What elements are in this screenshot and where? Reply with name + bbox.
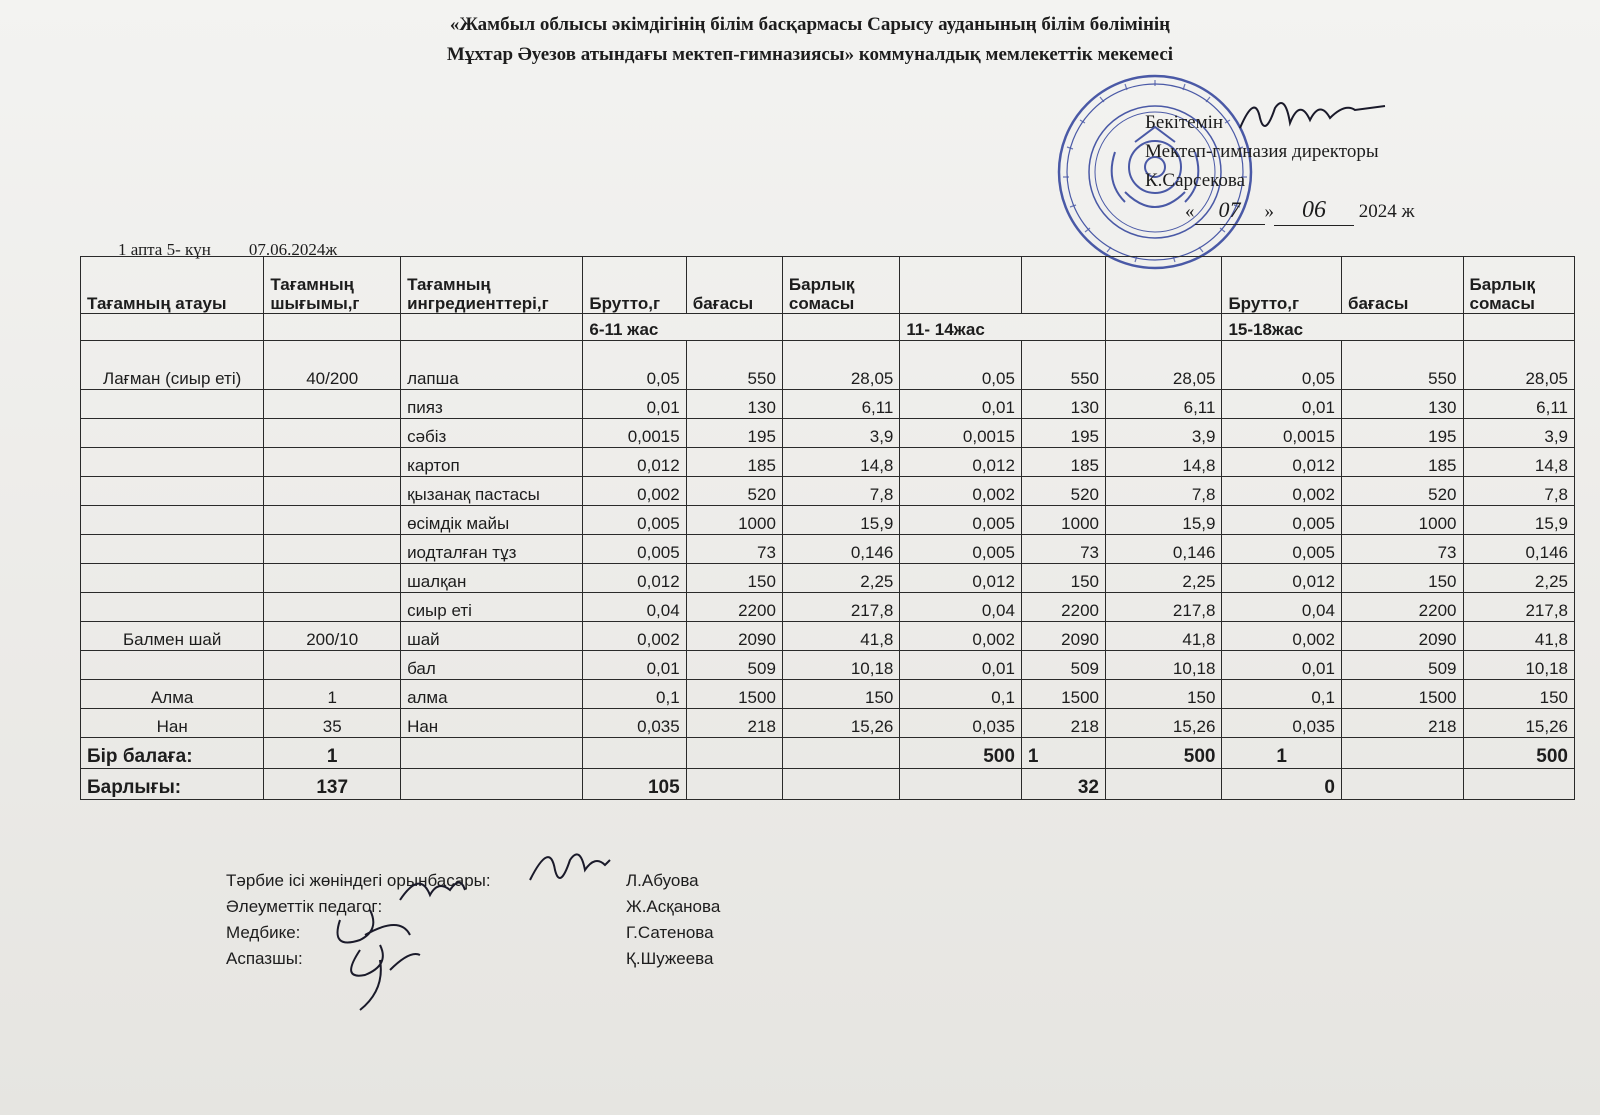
value-cell: 28,05: [1463, 341, 1575, 390]
ingredient-cell: картоп: [401, 448, 583, 477]
yield-cell: [264, 506, 401, 535]
value-cell: 2090: [686, 622, 782, 651]
role-deputy: Тәрбие ісі жөніндегі орынбасары:: [226, 871, 491, 890]
dish-cell: [81, 390, 264, 419]
value-cell: 130: [1021, 390, 1105, 419]
value-cell: 1500: [1021, 680, 1105, 709]
approval-day: 07: [1195, 195, 1265, 225]
age-group-row: [81, 314, 1575, 341]
value-cell: 7,8: [1105, 477, 1221, 506]
value-cell: 1000: [1341, 506, 1463, 535]
value-cell: 0,04: [583, 593, 686, 622]
value-cell: 217,8: [1105, 593, 1221, 622]
ingredient-cell: сәбіз: [401, 419, 583, 448]
per-child-total-1: 500: [900, 738, 1022, 769]
name-cook: Қ.Шужеева: [626, 949, 714, 968]
value-cell: 550: [1021, 341, 1105, 390]
value-cell: 0,05: [900, 341, 1022, 390]
value-cell: 0,0015: [583, 419, 686, 448]
value-cell: 28,05: [1105, 341, 1221, 390]
yield-cell: 1: [264, 680, 401, 709]
per-child-row: [81, 738, 1575, 769]
age-group-1: 6-11 жас: [583, 314, 783, 341]
yield-cell: [264, 535, 401, 564]
col-blank-3: [1105, 257, 1221, 314]
value-cell: 217,8: [782, 593, 899, 622]
value-cell: 73: [686, 535, 782, 564]
ingredient-cell: шалқан: [401, 564, 583, 593]
value-cell: 217,8: [1463, 593, 1575, 622]
value-cell: 0,0015: [1222, 419, 1342, 448]
value-cell: 0,012: [1222, 564, 1342, 593]
dish-cell: Балмен шай: [81, 622, 264, 651]
value-cell: 520: [1021, 477, 1105, 506]
value-cell: 218: [686, 709, 782, 738]
table-row: [81, 419, 1575, 448]
value-cell: 10,18: [782, 651, 899, 680]
col-blank-1: [900, 257, 1022, 314]
value-cell: 0,1: [583, 680, 686, 709]
yield-cell: [264, 390, 401, 419]
col-total-3: Барлық сомасы: [1463, 257, 1575, 314]
value-cell: 3,9: [782, 419, 899, 448]
dish-cell: [81, 419, 264, 448]
value-cell: 0,002: [583, 622, 686, 651]
dish-cell: Нан: [81, 709, 264, 738]
col-brutto-1: Брутто,г: [583, 257, 686, 314]
value-cell: 185: [1021, 448, 1105, 477]
value-cell: 0,012: [900, 448, 1022, 477]
value-cell: 15,26: [782, 709, 899, 738]
value-cell: 218: [1021, 709, 1105, 738]
dish-cell: [81, 477, 264, 506]
header-row: [81, 257, 1575, 314]
value-cell: 10,18: [1463, 651, 1575, 680]
dish-cell: [81, 506, 264, 535]
approval-month: 06: [1274, 196, 1354, 226]
age-group-2: 11- 14жас: [900, 314, 1106, 341]
col-blank-2: [1021, 257, 1105, 314]
table-row: [81, 506, 1575, 535]
col-dish-name: Тағамның атауы: [81, 257, 264, 314]
age-group-3: 15-18жас: [1222, 314, 1463, 341]
yield-cell: [264, 477, 401, 506]
value-cell: 6,11: [782, 390, 899, 419]
per-child-total-3: 500: [1463, 738, 1575, 769]
value-cell: 7,8: [782, 477, 899, 506]
yield-cell: [264, 593, 401, 622]
week-label: 1 апта 5- күн: [118, 240, 211, 259]
value-cell: 195: [1021, 419, 1105, 448]
name-deputy: Л.Абуова: [626, 871, 699, 890]
value-cell: 150: [1341, 564, 1463, 593]
value-cell: 0,05: [583, 341, 686, 390]
col-ingredients: Тағамның ингредиенттері,г: [401, 257, 583, 314]
value-cell: 0,012: [583, 564, 686, 593]
approval-line-3: К.Сарсекова: [1145, 170, 1246, 191]
dish-cell: Лағман (сиыр еті): [81, 341, 264, 390]
dish-cell: [81, 593, 264, 622]
approval-line-1: Бекітемін: [1145, 112, 1224, 133]
value-cell: 2090: [1341, 622, 1463, 651]
table-row: [81, 622, 1575, 651]
value-cell: 15,26: [1105, 709, 1221, 738]
value-cell: 7,8: [1463, 477, 1575, 506]
value-cell: 3,9: [1105, 419, 1221, 448]
value-cell: 185: [1341, 448, 1463, 477]
value-cell: 0,012: [1222, 448, 1342, 477]
org-line-2: Мұхтар Әуезов атындағы мектеп-гимназиясы» коммуналдық мемлекеттік мекемесі: [446, 44, 1174, 65]
value-cell: 0,002: [900, 622, 1022, 651]
value-cell: 550: [1341, 341, 1463, 390]
yield-cell: 40/200: [264, 341, 401, 390]
col-price-3: бағасы: [1341, 257, 1463, 314]
value-cell: 2,25: [782, 564, 899, 593]
ingredient-cell: қызанақ пастасы: [401, 477, 583, 506]
value-cell: 520: [686, 477, 782, 506]
value-cell: 2,25: [1105, 564, 1221, 593]
value-cell: 1500: [686, 680, 782, 709]
value-cell: 6,11: [1105, 390, 1221, 419]
col-yield: Тағамның шығымы,г: [264, 257, 401, 314]
yield-cell: [264, 564, 401, 593]
value-cell: 2090: [1021, 622, 1105, 651]
yield-cell: [264, 419, 401, 448]
value-cell: 0,05: [1222, 341, 1342, 390]
value-cell: 0,01: [583, 651, 686, 680]
value-cell: 2200: [1341, 593, 1463, 622]
totals-yield: 137: [264, 769, 401, 800]
value-cell: 1000: [1021, 506, 1105, 535]
ingredient-cell: шай: [401, 622, 583, 651]
per-child-yield: 1: [264, 738, 401, 769]
table-row: [81, 651, 1575, 680]
value-cell: 185: [686, 448, 782, 477]
table-row: [81, 448, 1575, 477]
value-cell: 1500: [1341, 680, 1463, 709]
value-cell: 0,0015: [900, 419, 1022, 448]
ingredient-cell: лапша: [401, 341, 583, 390]
value-cell: 41,8: [782, 622, 899, 651]
value-cell: 0,01: [583, 390, 686, 419]
table-row: [81, 564, 1575, 593]
role-cook: Аспазшы:: [226, 949, 303, 968]
yield-cell: 35: [264, 709, 401, 738]
value-cell: 0,01: [900, 651, 1022, 680]
value-cell: 0,1: [1222, 680, 1342, 709]
value-cell: 0,005: [900, 535, 1022, 564]
value-cell: 520: [1341, 477, 1463, 506]
value-cell: 0,146: [1463, 535, 1575, 564]
totals-label: Барлығы:: [81, 769, 264, 800]
value-cell: 10,18: [1105, 651, 1221, 680]
value-cell: 0,035: [583, 709, 686, 738]
value-cell: 218: [1341, 709, 1463, 738]
value-cell: 0,146: [782, 535, 899, 564]
value-cell: 2,25: [1463, 564, 1575, 593]
dish-cell: [81, 448, 264, 477]
value-cell: 0,005: [1222, 506, 1342, 535]
value-cell: 15,9: [1463, 506, 1575, 535]
value-cell: 15,9: [782, 506, 899, 535]
totals-price-2: 32: [1021, 769, 1105, 800]
yield-cell: [264, 448, 401, 477]
value-cell: 0,002: [1222, 622, 1342, 651]
yield-cell: [264, 651, 401, 680]
value-cell: 2200: [686, 593, 782, 622]
dish-cell: [81, 564, 264, 593]
approval-date: « 07 » 06 2024 ж: [1145, 195, 1415, 226]
table-row: [81, 341, 1575, 390]
value-cell: 41,8: [1463, 622, 1575, 651]
value-cell: 14,8: [1105, 448, 1221, 477]
ingredient-cell: өсімдік майы: [401, 506, 583, 535]
dish-cell: [81, 535, 264, 564]
per-child-label: Бір балаға:: [81, 738, 264, 769]
value-cell: 550: [686, 341, 782, 390]
signatory-names: [626, 868, 720, 972]
ingredient-cell: пияз: [401, 390, 583, 419]
value-cell: 509: [1021, 651, 1105, 680]
table-row: [81, 680, 1575, 709]
approval-year: 2024 ж: [1358, 201, 1415, 222]
value-cell: 0,1: [900, 680, 1022, 709]
signatures-icon: [320, 840, 640, 1040]
value-cell: 509: [1341, 651, 1463, 680]
value-cell: 14,8: [782, 448, 899, 477]
col-brutto-3: Брутто,г: [1222, 257, 1342, 314]
value-cell: 15,26: [1463, 709, 1575, 738]
approval-line-2: Мектеп-гимназия директоры: [1145, 141, 1379, 162]
value-cell: 0,01: [1222, 651, 1342, 680]
value-cell: 0,035: [1222, 709, 1342, 738]
table-row: [81, 593, 1575, 622]
ingredient-cell: иодталған тұз: [401, 535, 583, 564]
name-nurse: Г.Сатенова: [626, 923, 714, 942]
value-cell: 0,002: [583, 477, 686, 506]
totals-brutto-1: 105: [583, 769, 686, 800]
value-cell: 2200: [1021, 593, 1105, 622]
value-cell: 509: [686, 651, 782, 680]
value-cell: 0,146: [1105, 535, 1221, 564]
document-title: [0, 10, 1600, 70]
value-cell: 0,005: [583, 506, 686, 535]
dish-cell: [81, 651, 264, 680]
value-cell: 73: [1021, 535, 1105, 564]
value-cell: 0,005: [900, 506, 1022, 535]
value-cell: 15,9: [1105, 506, 1221, 535]
value-cell: 0,002: [900, 477, 1022, 506]
value-cell: 73: [1341, 535, 1463, 564]
approval-block: [1145, 108, 1415, 226]
value-cell: 14,8: [1463, 448, 1575, 477]
value-cell: 0,002: [1222, 477, 1342, 506]
yield-cell: 200/10: [264, 622, 401, 651]
table-row: [81, 390, 1575, 419]
role-nurse: Медбике:: [226, 923, 301, 942]
per-child-total-2: 500: [1105, 738, 1221, 769]
value-cell: 150: [1105, 680, 1221, 709]
value-cell: 150: [1021, 564, 1105, 593]
dish-cell: Алма: [81, 680, 264, 709]
value-cell: 0,01: [900, 390, 1022, 419]
per-child-count-2: 1: [1021, 738, 1105, 769]
table-row: [81, 477, 1575, 506]
value-cell: 0,04: [900, 593, 1022, 622]
per-child-count-3: 1: [1222, 738, 1342, 769]
ingredient-cell: алма: [401, 680, 583, 709]
value-cell: 41,8: [1105, 622, 1221, 651]
value-cell: 3,9: [1463, 419, 1575, 448]
value-cell: 150: [782, 680, 899, 709]
value-cell: 130: [686, 390, 782, 419]
col-price-1: бағасы: [686, 257, 782, 314]
value-cell: 150: [1463, 680, 1575, 709]
ingredient-cell: Нан: [401, 709, 583, 738]
menu-table: [80, 256, 1575, 800]
value-cell: 0,01: [1222, 390, 1342, 419]
org-line-1: «Жамбыл облысы әкімдігінің білім басқармасы Сарысу ауданының білім бөлімінің: [449, 14, 1171, 35]
value-cell: 0,04: [1222, 593, 1342, 622]
role-social-pedagogue: Әлеуметтік педагог:: [226, 897, 383, 916]
ingredient-cell: бал: [401, 651, 583, 680]
value-cell: 195: [1341, 419, 1463, 448]
value-cell: 0,012: [583, 448, 686, 477]
value-cell: 0,012: [900, 564, 1022, 593]
value-cell: 0,035: [900, 709, 1022, 738]
value-cell: 0,005: [583, 535, 686, 564]
name-social-pedagogue: Ж.Асқанова: [626, 897, 721, 916]
value-cell: 150: [686, 564, 782, 593]
table-row: [81, 535, 1575, 564]
totals-brutto-3: 0: [1222, 769, 1342, 800]
totals-row: [81, 769, 1575, 800]
col-total-1: Барлық сомасы: [782, 257, 899, 314]
table-row: [81, 709, 1575, 738]
value-cell: 0,005: [1222, 535, 1342, 564]
value-cell: 6,11: [1463, 390, 1575, 419]
week-date: 07.06.2024ж: [248, 240, 338, 259]
value-cell: 130: [1341, 390, 1463, 419]
value-cell: 28,05: [782, 341, 899, 390]
ingredient-cell: сиыр еті: [401, 593, 583, 622]
value-cell: 1000: [686, 506, 782, 535]
value-cell: 195: [686, 419, 782, 448]
